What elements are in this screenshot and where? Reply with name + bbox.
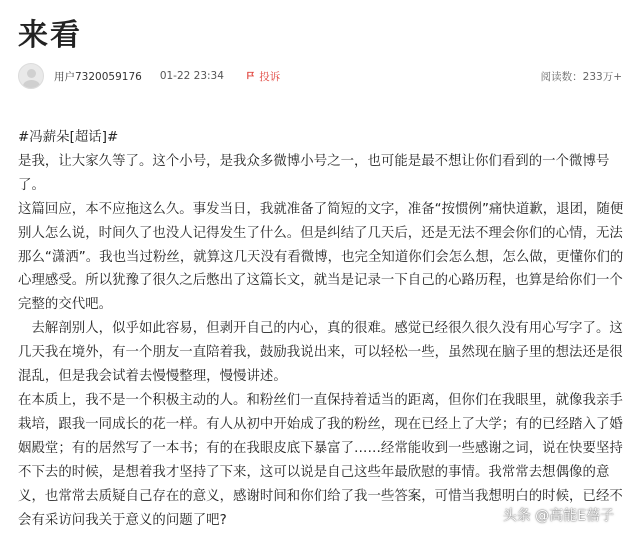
author-username[interactable]: 用户7320059176: [54, 70, 142, 83]
report-label: 投诉: [259, 70, 281, 83]
article-meta-row: [18, 62, 622, 90]
report-icon: [246, 71, 255, 80]
article-paragraph: 这篇回应，本不应拖这么久。事发当日，我就准备了简短的文字，准备“按惯例”痛快道歉，退团，随便别人怎么说，时间久了也没人记得发生了什么。但是纠结了几天后，还是无法不理会你们的心情，无法那么“潇洒”。我也当过粉丝，就算这几天没有看微博，也完全知道你们会怎么想，怎么做，更懂你们的心理感受。所以犹豫了很久之后憋出了这篇长文，就当是记录一下自己的心路历程，也算是给你们一个完整的交代吧。: [18, 201, 624, 313]
report-button[interactable]: [246, 69, 280, 84]
article-paragraph: #冯薪朵[超话]#: [18, 130, 119, 145]
read-count: 阅读数：233万+: [540, 70, 622, 83]
article-paragraph: 在本质上，我不是一个积极主动的人。和粉丝们一直保持着适当的距离，但你们在我眼里，就像我亲手栽培，跟我一同成长的花一样。有人从初中开始成了我的粉丝，现在已经上了大学；有的已经踏入了婚姻殿堂；有的居然写了一本书；有的在我眼皮底下暴富了……经常能收到一些感谢之词，说在快要坚持不下去的时候，是想着我才坚持了下来，这可以说是自己这些年最欣慰的事情。我常常去想偶像的意义，也常常去质疑自己存在的意义，感谢时间和你们给了我一些答案，可惜当我想明白的时候，已经不会有采访问我关于意义的问题了吧?: [18, 392, 623, 528]
publish-timestamp: 01-22 23:34: [159, 70, 224, 82]
source-watermark: [503, 505, 614, 525]
article-paragraph: 去解剖别人，似乎如此容易，但剥开自己的内心，真的很难。感觉已经很久很久没有用心写字了。这几天我在境外，有一个朋友一直陪着我，鼓励我说出来，可以轻松一些，虽然现在脑子里的想法还是很混乱，但是我会试着去慢慢整理，慢慢讲述。: [18, 321, 623, 385]
page-title: 来看: [18, 18, 82, 53]
watermark-text: 头条 @高能E蓓子: [502, 508, 614, 524]
article-body: [18, 126, 624, 532]
avatar[interactable]: [18, 63, 44, 89]
article-paragraph: 是我，让大家久等了。这个小号，是我众多微博小号之一，也可能是最不想让你们看到的一个微博号了。: [18, 153, 610, 193]
